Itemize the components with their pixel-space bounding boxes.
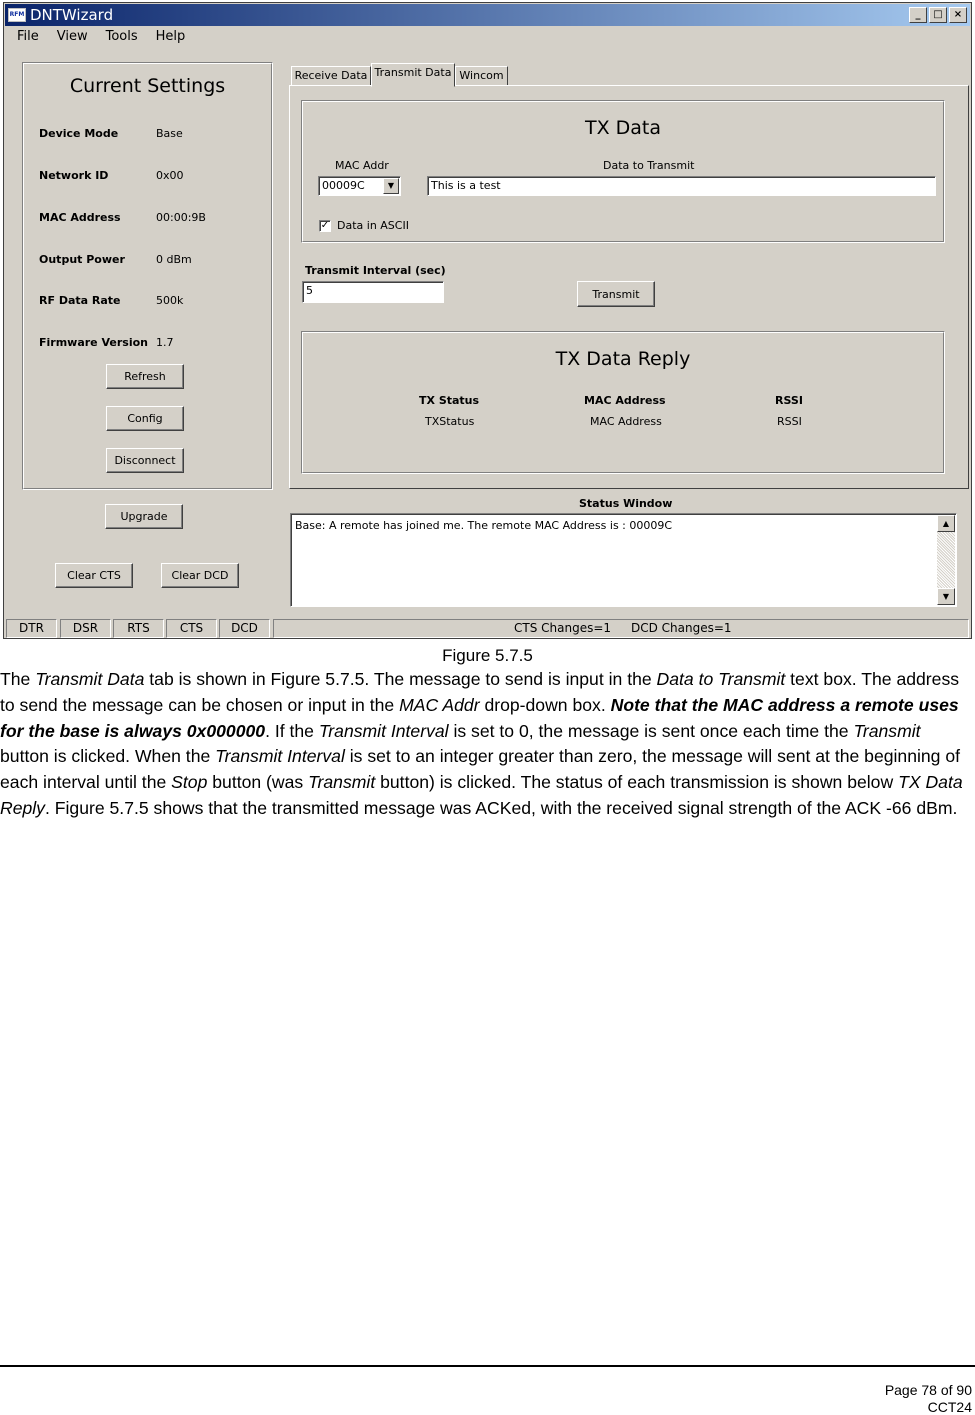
current-settings-panel <box>22 62 273 490</box>
cts-indicator: CTS <box>166 619 217 638</box>
dsr-indicator: DSR <box>60 619 111 638</box>
menu-help[interactable]: Help <box>155 29 186 44</box>
page-number: Page 78 of 90 <box>884 1382 972 1398</box>
status-window-text: Base: A remote has joined me. The remote MAC Address is : 00009C <box>295 519 673 532</box>
transmit-interval-input[interactable]: 5 <box>302 281 444 303</box>
tx-data-reply-title: TX Data Reply <box>555 348 691 370</box>
dcd-indicator: DCD <box>219 619 270 638</box>
clear-cts-button[interactable]: Clear CTS <box>55 563 133 588</box>
mac-address-header: MAC Address <box>584 394 666 407</box>
tx-data-title: TX Data <box>584 117 662 139</box>
config-button[interactable]: Config <box>106 406 184 431</box>
status-scrollbar[interactable] <box>937 515 955 605</box>
status-window-title: Status Window <box>579 497 673 510</box>
tx-status-header: TX Status <box>419 394 480 407</box>
close-button[interactable]: × <box>949 7 967 23</box>
mac-addr-dropdown[interactable] <box>318 176 401 196</box>
firmware-version-value: 1.7 <box>156 336 174 349</box>
output-power-value: 0 dBm <box>156 253 192 266</box>
app-icon: RFM <box>8 8 26 22</box>
ascii-checkbox-label: Data in ASCII <box>337 219 409 232</box>
status-window[interactable] <box>290 513 957 607</box>
status-bar <box>6 619 969 638</box>
transmit-button[interactable]: Transmit <box>577 281 655 307</box>
scroll-up-icon[interactable]: ▲ <box>937 515 955 532</box>
menu-file[interactable]: File <box>17 29 39 44</box>
dcd-changes: DCD Changes=1 <box>631 621 732 635</box>
tab-transmit-data[interactable]: Transmit Data <box>371 63 455 87</box>
body-paragraph: The Transmit Data tab is shown in Figure 5.7.5. The message to send is input in the Data to Transmit text box. The address to send the message can be chosen or input in the MAC Addr drop-down box. Note that the MAC address a remote uses for the base is always 0x000000. If the Transmit Interval is set to 0, the message is sent once each time the Transmit button is clicked. When the Transmit Interval is set to an integer greater than zero, the message will sent at the beginning of each interval until the Stop button (was Transmit button) is clicked. The status of each transmission is shown below TX Data Reply. Figure 5.7.5 shows that the transmitted message was ACKed, with the received signal strength of the ACK -66 dBm. <box>0 669 963 818</box>
mac-address-value: MAC Address <box>590 415 662 428</box>
firmware-version-label: Firmware Version <box>39 336 148 349</box>
device-mode-value: Base <box>156 127 183 140</box>
device-mode-label: Device Mode <box>39 127 119 140</box>
scroll-down-icon[interactable]: ▼ <box>937 588 955 605</box>
tab-wincom[interactable]: Wincom <box>455 66 508 86</box>
tab-receive-data[interactable]: Receive Data <box>291 66 371 86</box>
window-title: DNTWizard <box>30 6 114 24</box>
transmit-interval-label: Transmit Interval (sec) <box>305 264 446 277</box>
menu-view[interactable]: View <box>56 29 88 44</box>
mac-addr-value: 00009C <box>322 179 365 192</box>
data-to-transmit-label: Data to Transmit <box>603 159 695 172</box>
mac-address-value: 00:00:9B <box>156 211 206 224</box>
rssi-value: RSSI <box>777 415 802 428</box>
maximize-button[interactable]: □ <box>929 7 947 23</box>
menu-tools[interactable]: Tools <box>105 29 138 44</box>
tx-data-group <box>301 100 945 243</box>
rssi-header: RSSI <box>775 394 803 407</box>
doc-id: CCT24 <box>927 1399 972 1415</box>
menu-bar <box>8 27 194 47</box>
chevron-down-icon[interactable]: ▼ <box>383 178 399 194</box>
ascii-checkbox[interactable]: ✓ <box>320 220 330 231</box>
dtr-indicator: DTR <box>6 619 57 638</box>
data-to-transmit-input[interactable]: This is a test <box>427 176 936 196</box>
refresh-button[interactable]: Refresh <box>106 364 184 389</box>
dntwizard-window <box>3 2 972 639</box>
rf-data-rate-value: 500k <box>156 294 184 307</box>
mac-addr-label: MAC Addr <box>335 159 389 172</box>
rts-indicator: RTS <box>113 619 164 638</box>
clear-dcd-button[interactable]: Clear DCD <box>161 563 239 588</box>
rf-data-rate-label: RF Data Rate <box>39 294 121 307</box>
tx-data-reply-group <box>301 331 945 474</box>
mac-address-label: MAC Address <box>39 211 121 224</box>
figure-caption: Figure 5.7.5 <box>442 646 533 665</box>
network-id-value: 0x00 <box>156 169 184 182</box>
upgrade-button[interactable]: Upgrade <box>105 504 183 529</box>
network-id-label: Network ID <box>39 169 109 182</box>
disconnect-button[interactable]: Disconnect <box>106 448 184 473</box>
transmit-data-page <box>289 85 969 489</box>
output-power-label: Output Power <box>39 253 125 266</box>
title-bar[interactable] <box>5 4 970 26</box>
footer-rule <box>0 1365 975 1367</box>
minimize-button[interactable]: _ <box>909 7 927 23</box>
changes-panel <box>273 619 969 638</box>
cts-changes: CTS Changes=1 <box>514 621 612 635</box>
tx-status-value: TXStatus <box>425 415 475 428</box>
current-settings-title: Current Settings <box>69 75 226 97</box>
